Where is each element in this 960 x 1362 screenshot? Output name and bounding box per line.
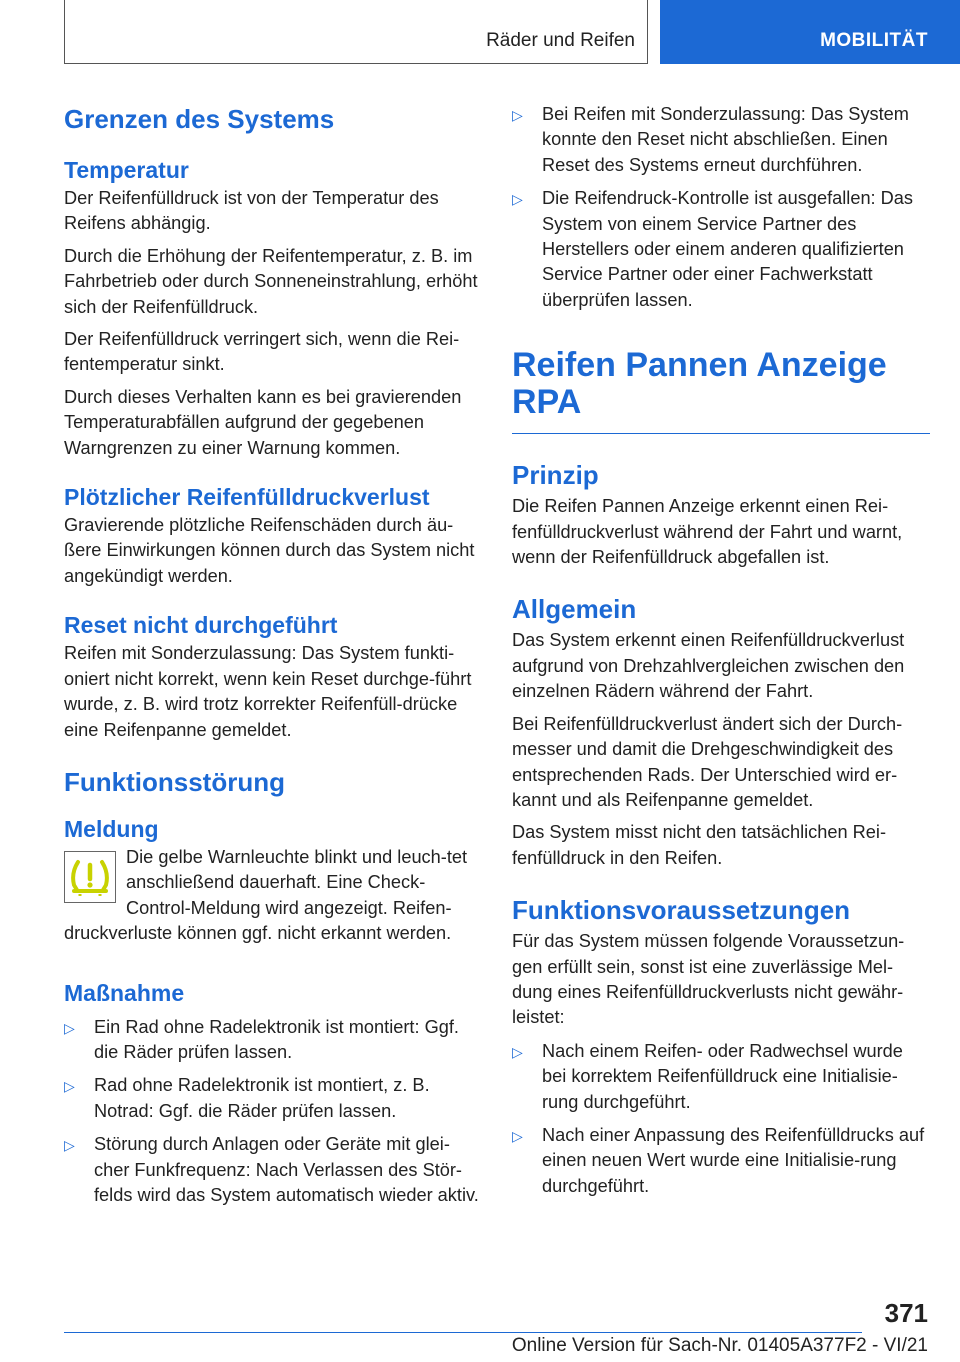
triangle-bullet-icon: ▷ [512, 191, 523, 208]
paragraph-prinzip: Die Reifen Pannen Anzeige erkennt einen Rei-fenfülldruckverlust während der Fahrt und warnt, wenn der Reifenfülldruck abgefallen ist. [512, 496, 903, 568]
header-chapter-box [660, 0, 960, 64]
triangle-bullet-icon: ▷ [512, 1127, 523, 1144]
paragraph-ploetzlich: Gravierende plötzliche Reifenschäden durch äu-ßere Einwirkungen können durch das System nicht angekündigt werden. [64, 515, 475, 586]
heading-funktionsstoerung: Funktionsstörung [64, 766, 285, 797]
list-item: ▷ Störung durch Anlagen oder Geräte mit glei-cher Funkfrequenz: Nach Verlassen des Stör-felds wird das System automatisch wieder aktiv. [64, 1134, 479, 1205]
list-item: ▷ Nach einer Anpassung des Reifenfülldrucks auf einen neuen Wert wurde eine Initialisie-rung durchgeführt. [512, 1124, 925, 1196]
paragraph-temp-1: Der Reifenfülldruck ist von der Temperatur des Reifens abhängig. [64, 188, 439, 234]
list-item: ▷ Die Reifendruck-Kontrolle ist ausgefallen: Das System von einem Service Partner des Herstellers oder einem anderen qualifizierten Service Partner oder einer Fachwerkstatt überprüfen lassen. [512, 188, 914, 310]
heading-temperatur: Temperatur [64, 157, 189, 183]
heading-meldung: Meldung [64, 815, 159, 842]
tire-pressure-warning-icon [64, 851, 116, 903]
paragraph-reset: Reifen mit Sonderzulassung: Das System funkti-oniert nicht korrekt, wenn kein Reset durchge-führt wurde, z. B. wird trotz korrekter Reifenfüll-drücke eine Reifenpanne gemeldet. [64, 643, 472, 740]
heading-massnahme: Maßnahme [64, 979, 185, 1006]
heading-funktionsvoraussetzungen: Funktionsvoraussetzungen [512, 895, 851, 926]
heading-allgemein: Allgemein [512, 594, 637, 625]
triangle-bullet-icon: ▷ [512, 1043, 523, 1060]
reset-list [512, 102, 930, 313]
left-column [64, 102, 482, 1208]
triangle-bullet-icon: ▷ [64, 1019, 75, 1036]
list-item: ▷ Rad ohne Radelektronik ist montiert, z. B. Notrad: Ggf. die Räder prüfen lassen. [64, 1075, 430, 1121]
paragraph-temp-2: Durch die Erhöhung der Reifentemperatur, z. B. im Fahrbetrieb oder durch Sonneneinstrahlung, erhöht sich der Reifenfülldruck. [64, 245, 478, 317]
massnahme-list [64, 1015, 482, 1209]
heading-prinzip: Prinzip [512, 460, 599, 491]
heading-rpa-line-1: Reifen Pannen Anzeige [512, 346, 887, 385]
paragraph-meldung: Die gelbe Warnleuchte blinkt und leuch-tet anschließend dauerhaft. Eine Check-Control-Meldung wird angezeigt. Reifen-druckverluste können ggf. nicht erkannt werden. [64, 846, 468, 944]
header-section-box [64, 0, 648, 64]
voraussetzungen-list [512, 1039, 930, 1199]
footer-online-version: Online Version für Sach-Nr. 01405A377F2 - VI/21 [511, 1335, 928, 1356]
list-item: ▷ Bei Reifen mit Sonderzulassung: Das System konnte den Reset nicht abschließen. Einen Reset des Systems erneut durchführen. [512, 104, 909, 175]
paragraph-voraussetzungen: Für das System müssen folgende Voraussetzun-gen erfüllt sein, sonst ist eine zuverlässige Mel-dung eines Reifenfülldruckverlusts nicht gewähr-leistet: [512, 931, 905, 1028]
header-chapter-title: MOBILITÄT [820, 30, 928, 51]
triangle-bullet-icon: ▷ [64, 1078, 75, 1095]
paragraph-temp-3: Der Reifenfülldruck verringert sich, wenn die Rei-fentemperatur sinkt. [64, 329, 460, 375]
page-number: 371 [884, 1298, 928, 1328]
header-section-title: Räder und Reifen [486, 30, 635, 51]
paragraph-temp-4: Durch dieses Verhalten kann es bei gravierenden Temperaturabfällen aufgrund der gegebenen Warngrenzen zu einer Warnung kommen. [64, 386, 462, 458]
list-item: ▷ Nach einem Reifen- oder Radwechsel wurde bei korrektem Reifenfülldruck eine Initialisie-rung durchgeführt. [512, 1040, 903, 1112]
heading-reset: Reset nicht durchgeführt [64, 612, 338, 639]
meldung-block [64, 845, 482, 947]
triangle-bullet-icon: ▷ [64, 1137, 75, 1154]
heading-ploetzlich: Plötzlicher Reifenfülldruckverlust [64, 484, 430, 511]
footer-divider [64, 1332, 862, 1333]
paragraph-allgemein-3: Das System misst nicht den tatsächlichen Rei-fenfülldruck in den Reifen. [512, 822, 886, 868]
list-item: ▷ Ein Rad ohne Radelektronik ist montiert: Ggf. die Räder prüfen lassen. [64, 1016, 459, 1062]
heading-rpa [512, 347, 930, 421]
triangle-bullet-icon: ▷ [512, 107, 523, 123]
heading-grenzen: Grenzen des Systems [64, 104, 335, 134]
paragraph-allgemein-1: Das System erkennt einen Reifenfülldruckverlust aufgrund von Drehzahlvergleichen zwischen den einzelnen Rädern während der Fahrt. [512, 630, 905, 702]
paragraph-allgemein-2: Bei Reifenfülldruckverlust ändert sich der Durch-messer und damit die Drehgeschwindigkeit des entsprechenden Rads. Der Unterschied wird er-kannt und als Reifenpanne gemeldet. [512, 713, 903, 810]
heading-rpa-line-2: RPA [512, 383, 582, 422]
right-column [512, 102, 930, 1199]
